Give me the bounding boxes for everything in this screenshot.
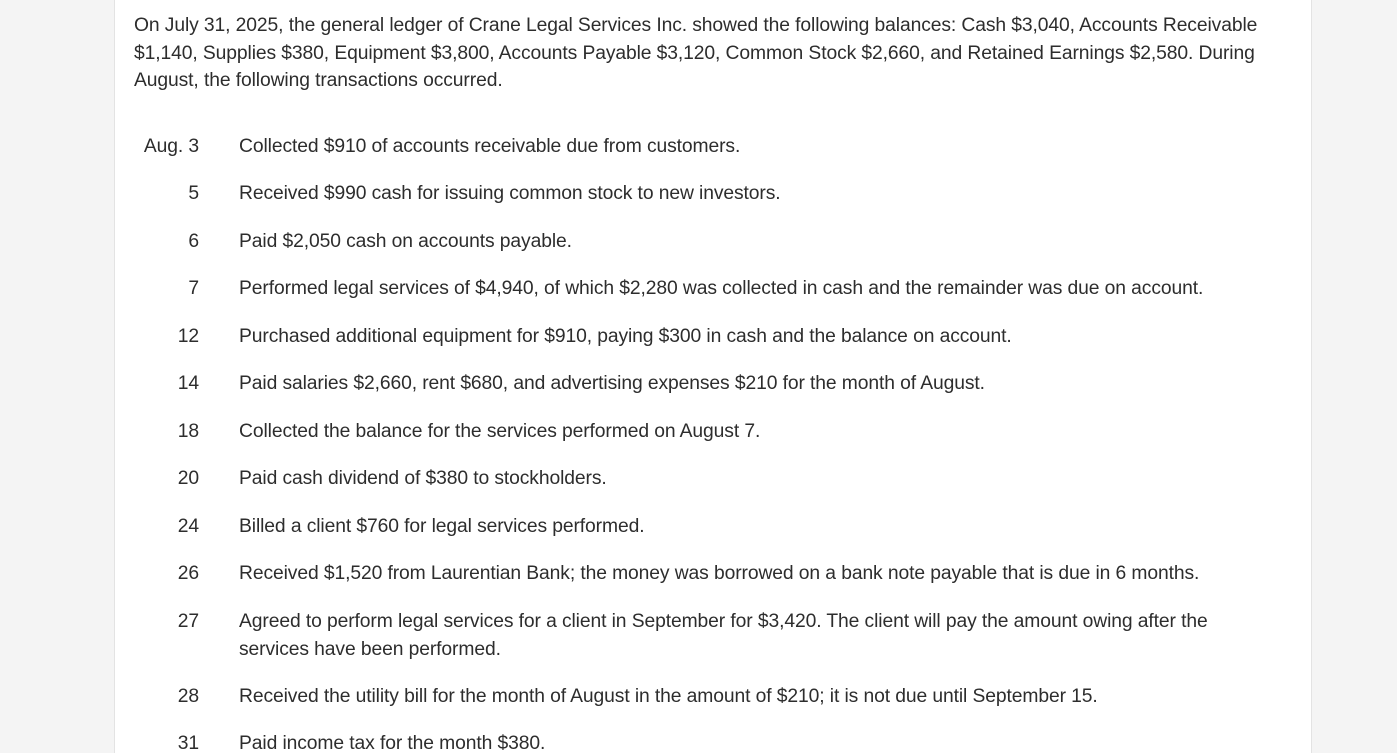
- transaction-description: Paid $2,050 cash on accounts payable.: [239, 231, 572, 252]
- problem-panel: [114, 0, 1312, 753]
- transaction-date: Aug. 3: [143, 136, 199, 157]
- transaction-description: Paid salaries $2,660, rent $680, and advertising expenses $210 for the month of August.: [239, 373, 985, 394]
- transaction-description: Collected the balance for the services performed on August 7.: [239, 421, 761, 442]
- transaction-description: Performed legal services of $4,940, of which $2,280 was collected in cash and the remainder was due on account.: [239, 278, 1204, 299]
- transaction-description: Received $990 cash for issuing common stock to new investors.: [239, 183, 781, 204]
- transaction-description: Agreed to perform legal services for a client in September for $3,420. The client will pay the amount owing after the services have been performed.: [239, 611, 1208, 660]
- transaction-description: Paid income tax for the month $380.: [239, 733, 546, 753]
- transaction-description: Collected $910 of accounts receivable due from customers.: [239, 136, 741, 157]
- transaction-date: 12: [177, 326, 199, 347]
- transaction-description: Purchased additional equipment for $910, paying $300 in cash and the balance on account.: [239, 326, 1012, 347]
- transaction-date: 14: [177, 373, 199, 394]
- transaction-date: 27: [177, 611, 199, 632]
- transaction-date: 18: [177, 421, 199, 442]
- problem-intro: On July 31, 2025, the general ledger of Crane Legal Services Inc. showed the following balances: Cash $3,040, Accounts Receivable $1,140, Supplies $380, Equipment $3,800, Accounts Payable $3,120, Common Stock $2,660, and Retained Earnings $2,580. During August, the following transactions occurred.: [134, 15, 1258, 91]
- transaction-date: 26: [177, 563, 199, 584]
- transaction-description: Paid cash dividend of $380 to stockholders.: [239, 468, 607, 489]
- transaction-date: 7: [188, 278, 199, 299]
- transaction-date: 20: [177, 468, 199, 489]
- transaction-description: Billed a client $760 for legal services performed.: [239, 516, 645, 537]
- transaction-description: Received the utility bill for the month of August in the amount of $210; it is not due until September 15.: [239, 686, 1098, 707]
- transaction-date: 6: [188, 231, 199, 252]
- transaction-date: 28: [177, 686, 199, 707]
- transaction-date: 5: [188, 183, 199, 204]
- transaction-date: 24: [177, 516, 199, 537]
- transaction-description: Received $1,520 from Laurentian Bank; the money was borrowed on a bank note payable that is due in 6 months.: [239, 563, 1200, 584]
- transaction-date: 31: [177, 733, 199, 753]
